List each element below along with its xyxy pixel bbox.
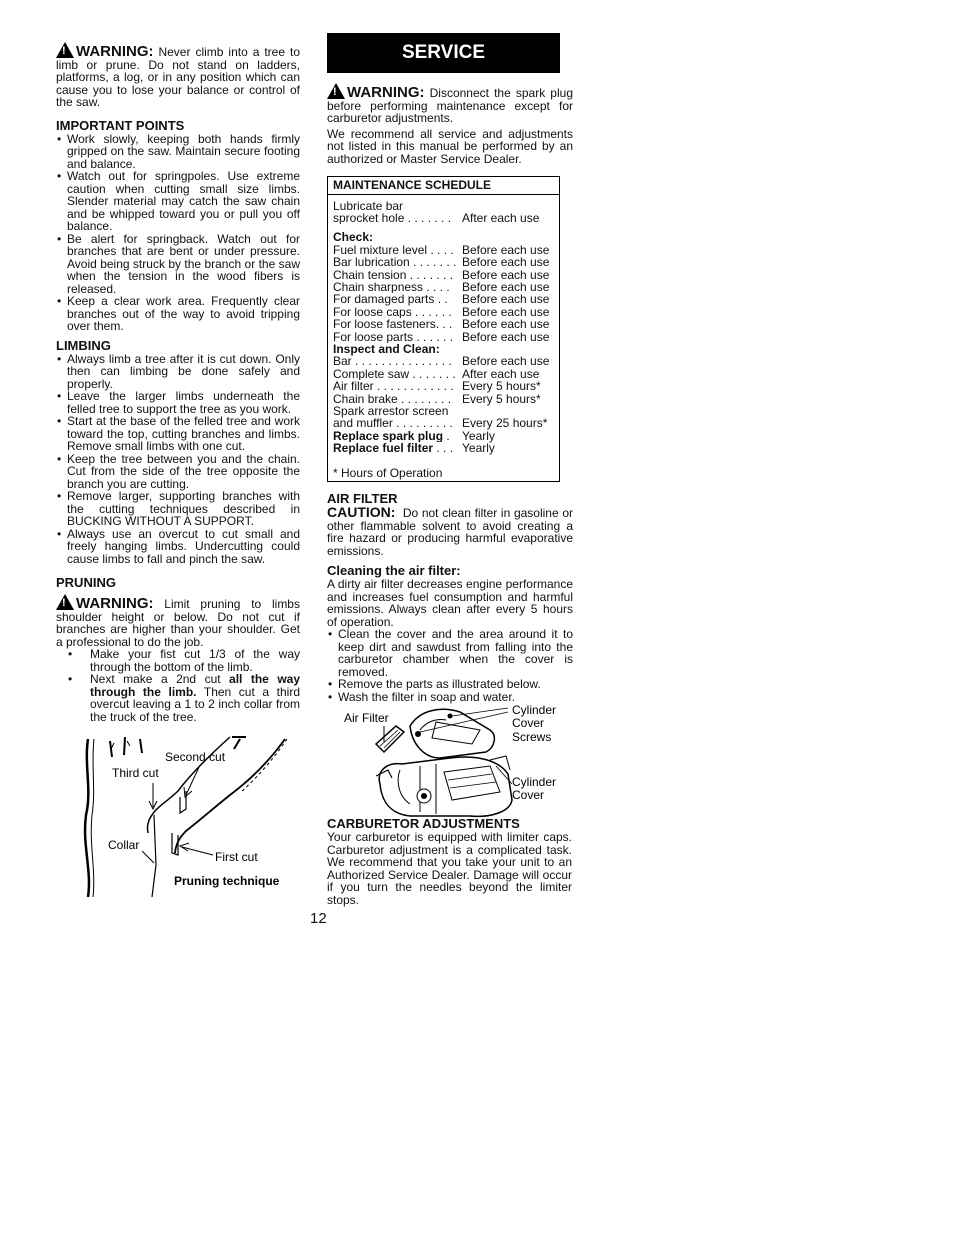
- service-banner: SERVICE: [327, 33, 560, 73]
- figure-caption: Pruning technique: [174, 874, 280, 888]
- list-item: • Leave the larger limbs underneath the felled tree to support the tree as you work.: [56, 390, 300, 415]
- list-item: • Wash the filter in soap and water.: [327, 691, 573, 704]
- table-row: [333, 380, 554, 392]
- table-row: [333, 293, 554, 305]
- schedule-item: For loose caps . . . . . .: [333, 305, 452, 319]
- spark-line1: Spark arrestor screen: [333, 404, 449, 418]
- schedule-interval: Before each use: [462, 304, 550, 319]
- list-item: • Keep the tree between you and the chain. Cut from the side of the tree opposite the branch you are cutting.: [56, 453, 300, 491]
- list-item: • Next make a 2nd cut all the way through the limb. Then cut a third overcut leaving a 1 to 2 inch collar from the truck of the tree.: [56, 673, 300, 723]
- left-column: [56, 42, 300, 723]
- right-column: [327, 33, 573, 703]
- table-row: [333, 318, 554, 330]
- air-filter-label: Air Filter: [344, 711, 389, 725]
- warning-triangle-icon: [56, 594, 74, 610]
- carburetor-heading: CARBURETOR ADJUSTMENTS: [327, 816, 520, 831]
- list-item: • Work slowly, keeping both hands firmly gripped on the saw. Maintain secure footing and balance.: [56, 133, 300, 171]
- service-intro: We recommend all service and adjustments not listed in this manual be performed by an authorized or Master Service Dealer.: [327, 126, 573, 166]
- second-cut-label: Second cut: [165, 750, 226, 764]
- cleaning-list: [327, 628, 573, 703]
- table-row: Replace spark plug . Yearly: [333, 428, 495, 443]
- limbing-list: [56, 353, 300, 566]
- collar-label: Collar: [108, 838, 140, 852]
- list-item: • Remove larger, supporting branches with the cutting techniques described in BUCKING WITHOUT A SUPPORT.: [56, 490, 300, 528]
- air-filter-caution: CAUTION: Do not clean filter in gasoline or other flammable solvent to avoid creating a fire hazard or producing harmful evaporative emissions.: [327, 504, 574, 558]
- schedule-footnote: * Hours of Operation: [333, 465, 443, 480]
- schedule-item: For loose fasteners. . .: [333, 318, 453, 331]
- cylinder-cover-label-1: Cylinder: [512, 775, 557, 789]
- table-row: and muffler . . . . . . . . . Every 25 hours*: [333, 416, 548, 431]
- carburetor-section: [327, 817, 572, 906]
- schedule-item: Chain sharpness . . . .: [333, 280, 450, 294]
- schedule-item: For damaged parts . .: [333, 293, 448, 306]
- cover-screws-label-2: Cover: [512, 716, 545, 730]
- table-row: sprocket hole . . . . . . . After each use: [333, 210, 540, 225]
- cleaning-heading: Cleaning the air filter:: [327, 563, 461, 579]
- schedule-interval: Before each use: [462, 354, 550, 369]
- table-row: [333, 355, 554, 367]
- schedule-interval: Before each use: [462, 255, 550, 270]
- table-row: [333, 256, 554, 268]
- check-rows: [333, 244, 554, 343]
- list-item: • Make your fist cut 1/3 of the way through the bottom of the limb.: [56, 648, 300, 673]
- warning-climb: !WARNING: Never climb into a tree to limb or prune. Do not stand on ladders, platforms, a log, or in any position which can cause you to lose your balance or control of the saw.: [56, 42, 300, 109]
- cylinder-cover-label-2: Cover: [512, 788, 545, 802]
- schedule-interval: Before each use: [462, 292, 550, 307]
- air-filter-heading: AIR FILTER: [327, 491, 398, 507]
- list-item: • Be alert for springback. Watch out for branches that are bent or under pressure. Avoid being struck by the branch or the saw when the tension in the wood fibers is released.: [56, 233, 300, 296]
- carburetor-text: Your carburetor is equipped with limiter caps. Carburetor adjustment is a complicated task. We recommend that you take your unit to an Authorized Service Dealer. Damage will occur if you turn the needles beyond the limiter stops.: [327, 830, 572, 907]
- warning-triangle-icon: [327, 83, 345, 99]
- schedule-interval: Every 5 hours*: [462, 379, 541, 394]
- check-heading: Check:: [333, 230, 374, 245]
- schedule-item: Complete saw . . . . . . .: [333, 367, 456, 381]
- limbing-heading: LIMBING: [56, 337, 111, 353]
- list-item: • Keep a clear work area. Frequently clear branches out of the way to avoid tripping over them.: [56, 295, 300, 333]
- maintenance-schedule-table: [327, 176, 560, 482]
- warning-triangle-icon: [56, 42, 74, 58]
- schedule-item: Bar lubrication . . . . . . .: [333, 256, 457, 269]
- warning-spark-plug: !WARNING: Disconnect the spark plug before performing maintenance except for carburetor adjustments.: [327, 83, 573, 125]
- pruning-technique-figure: [80, 735, 300, 900]
- pruning-heading: PRUNING: [56, 575, 116, 590]
- important-points-heading: IMPORTANT POINTS: [56, 117, 185, 133]
- schedule-interval: Before each use: [462, 242, 550, 257]
- lubricate-line1: Lubricate bar: [333, 198, 404, 213]
- schedule-item: Bar . . . . . . . . . . . . . . .: [333, 355, 452, 368]
- cover-screws-label-3: Screws: [512, 730, 552, 744]
- air-filter-figure: [340, 700, 565, 822]
- schedule-item: For loose parts . . . . . .: [333, 330, 454, 343]
- schedule-item: Fuel mixture level . . . .: [333, 243, 454, 257]
- list-item: • Always use an overcut to cut small and freely hanging limbs. Undercutting could cause limbs to fall and pinch the saw.: [56, 528, 300, 566]
- third-cut-label: Third cut: [112, 766, 159, 780]
- schedule-interval: Before each use: [462, 317, 550, 332]
- inspect-heading: Inspect and Clean:: [333, 341, 440, 356]
- inspect-rows: [333, 355, 554, 405]
- schedule-interval: Before each use: [462, 267, 550, 282]
- schedule-item: Chain tension . . . . . . .: [333, 268, 454, 281]
- schedule-interval: Before each use: [462, 279, 550, 294]
- schedule-title: MAINTENANCE SCHEDULE: [328, 177, 559, 195]
- list-item: • Start at the base of the felled tree and work toward the top, cutting branches and limbs. Remove small limbs with one cut.: [56, 415, 300, 453]
- warning-pruning: !WARNING: Limit pruning to limbs shoulder height or below. Do not cut if branches are higher than your shoulder. Get a professional to do the job.: [56, 594, 300, 648]
- list-item: • Remove the parts as illustrated below.: [327, 678, 573, 691]
- schedule-interval: Every 5 hours*: [462, 391, 541, 406]
- pruning-steps: [56, 648, 300, 723]
- important-points-list: [56, 133, 300, 333]
- schedule-interval: Before each use: [462, 329, 550, 344]
- table-row: Replace fuel filter . . . Yearly: [333, 441, 495, 456]
- schedule-item: Chain brake . . . . . . . .: [333, 392, 452, 405]
- first-cut-label: First cut: [215, 850, 258, 864]
- schedule-interval: After each use: [462, 366, 540, 381]
- cleaning-text: A dirty air filter decreases engine performance and increases fuel consumption and harmful emissions. Always clean after every 5 hours of operation.: [327, 577, 573, 629]
- list-item: • Watch out for springpoles. Use extreme caution when cutting small size limbs. Slender material may catch the saw chain and be whipped toward you or pull you off balance.: [56, 170, 300, 233]
- list-item: • Clean the cover and the area around it to keep dirt and sawdust from falling into the carburetor chamber when the cover is removed.: [327, 628, 573, 678]
- list-item: • Always limb a tree after it is cut down. Only then can limbing be done safely and properly.: [56, 353, 300, 391]
- cover-screws-label-1: Cylinder: [512, 703, 557, 717]
- page-number: 12: [310, 910, 327, 927]
- schedule-item: Air filter . . . . . . . . . . . .: [333, 380, 454, 393]
